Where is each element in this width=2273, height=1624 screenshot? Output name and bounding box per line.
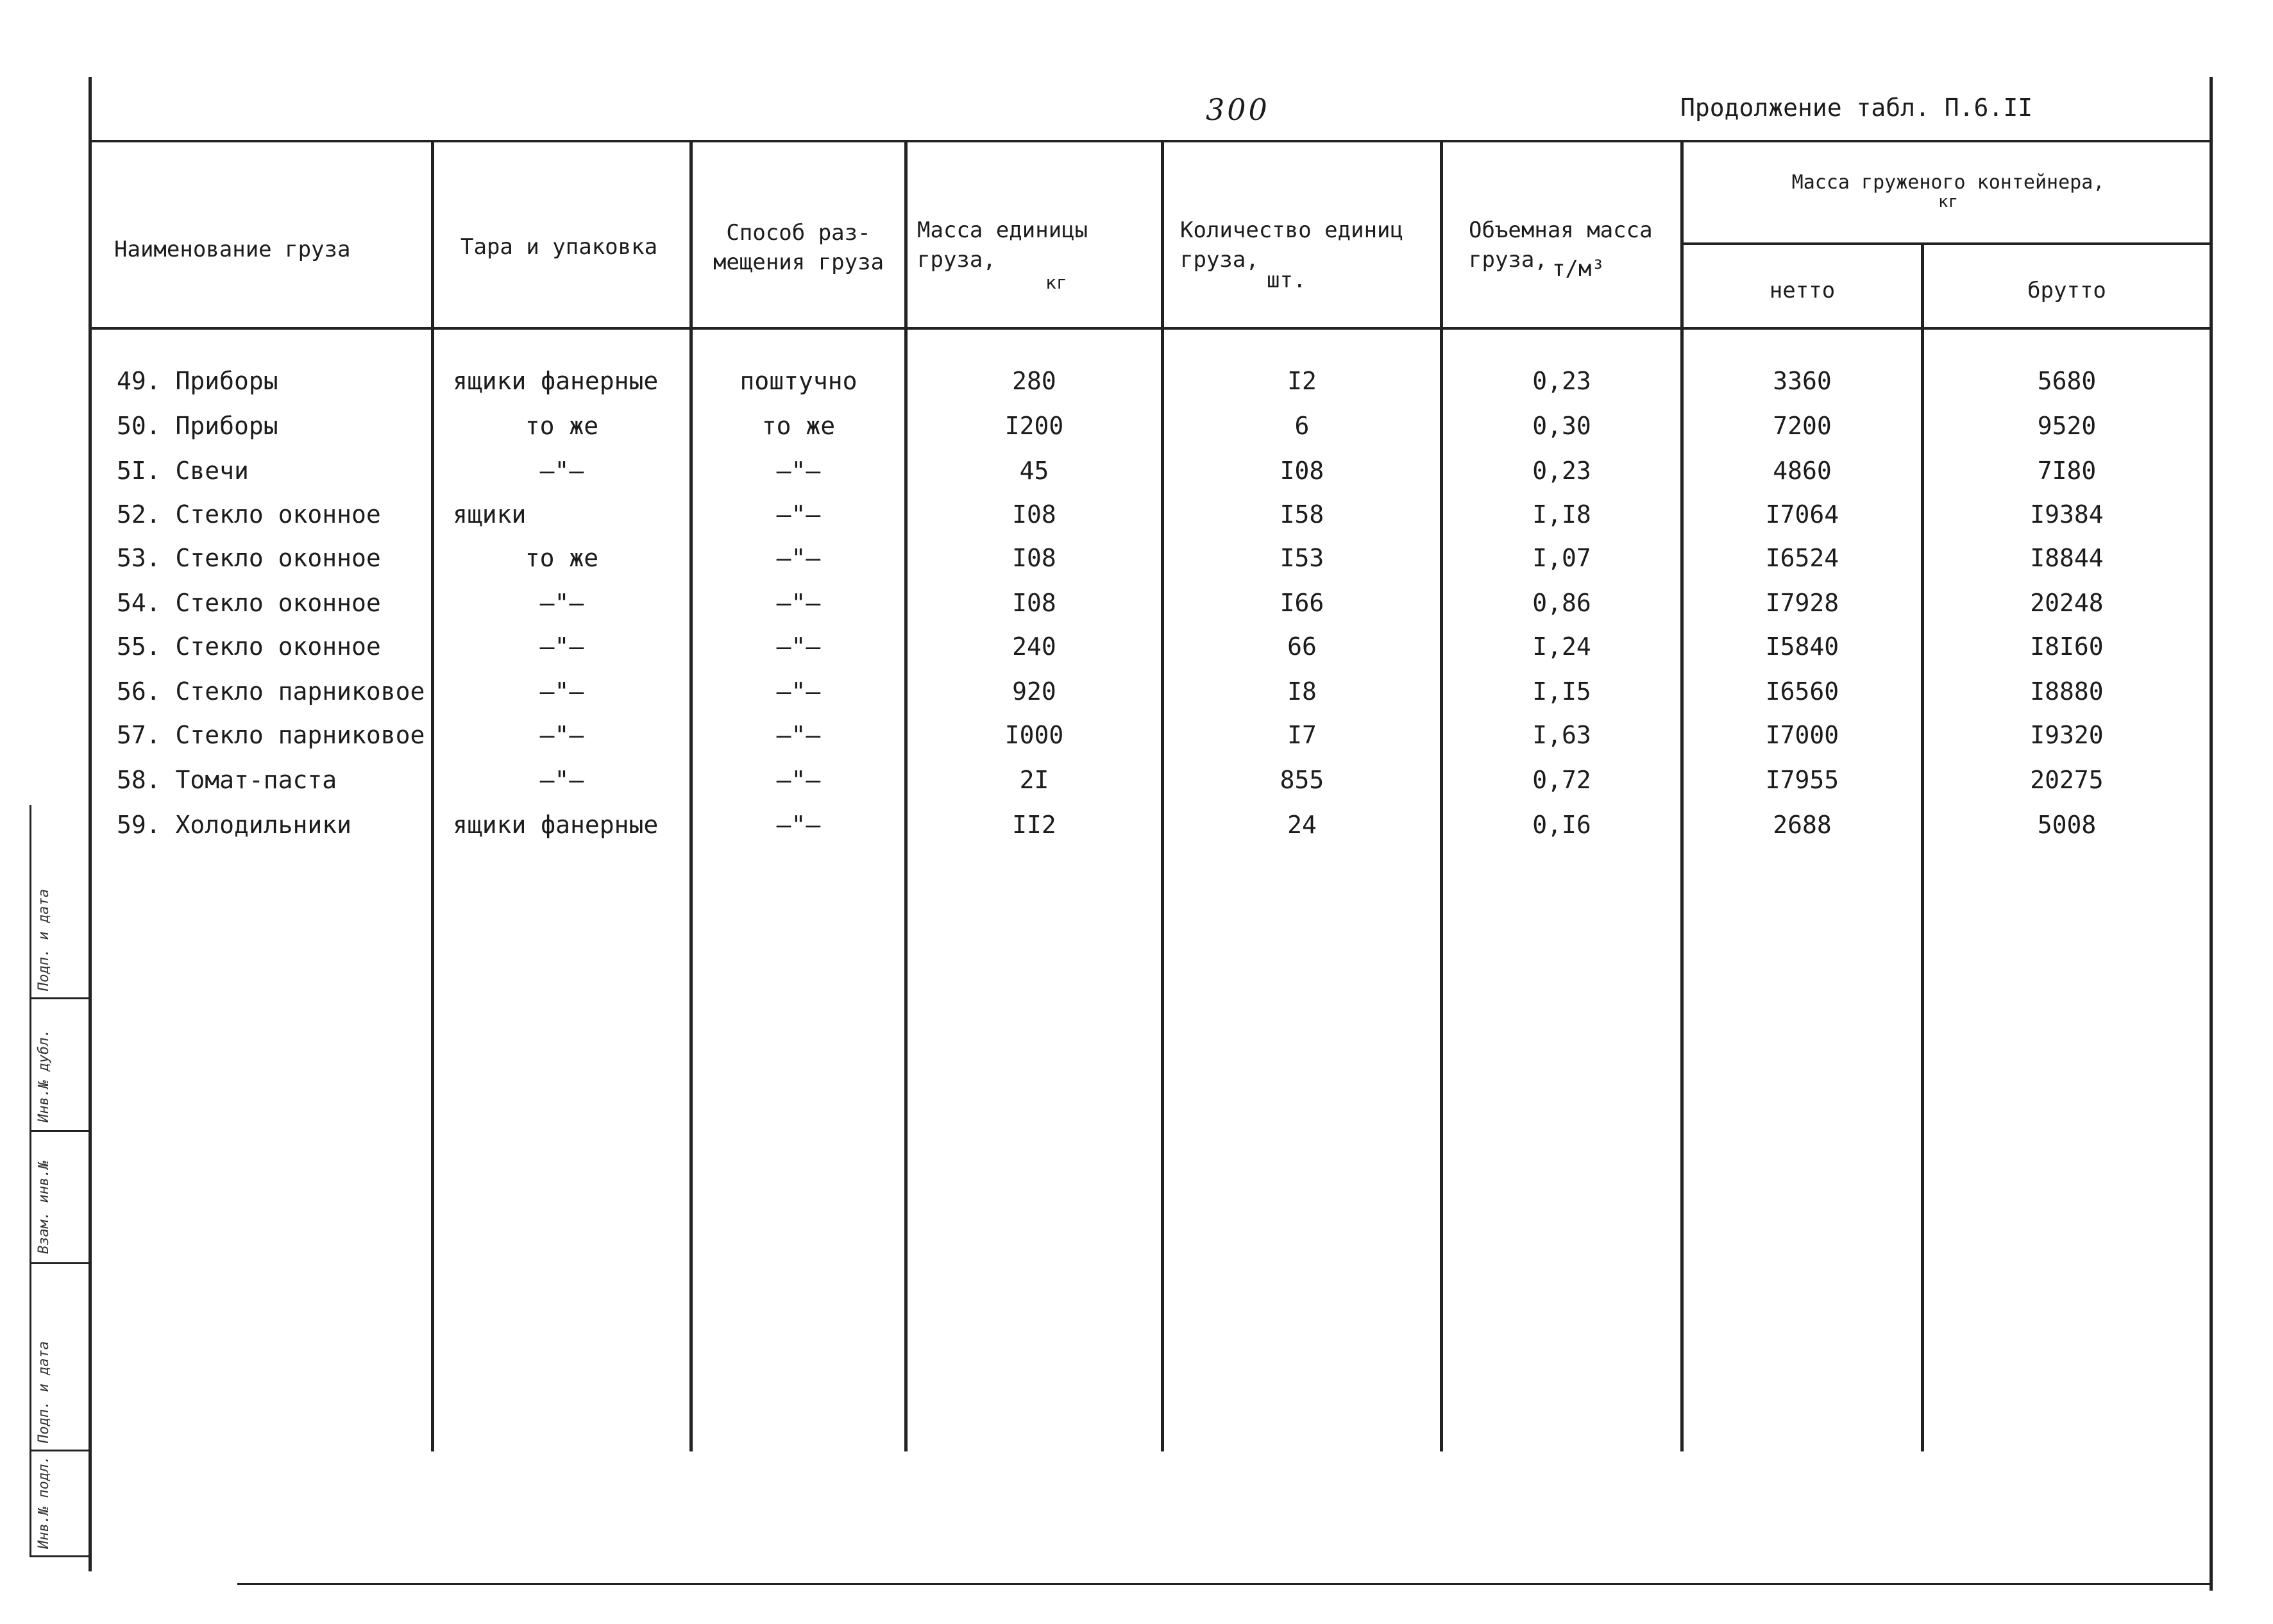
cell-net: 4860 bbox=[1773, 457, 1832, 485]
cell-unit-mass: 240 bbox=[1012, 632, 1056, 661]
cell-net: 2688 bbox=[1773, 811, 1832, 839]
cell-placement: –"– bbox=[776, 766, 821, 794]
cell-unit-mass: II2 bbox=[1012, 811, 1056, 839]
cell-net: 7200 bbox=[1773, 412, 1832, 440]
cell-packaging: ящики bbox=[453, 500, 527, 529]
cell-placement: –"– bbox=[776, 589, 821, 617]
cell-placement: поштучно bbox=[739, 367, 858, 395]
cell-name: 53. Стекло оконное bbox=[117, 544, 381, 572]
cell-packaging: –"– bbox=[539, 677, 584, 706]
cell-net: I7955 bbox=[1765, 766, 1839, 794]
header-density: Объемная масса груза, bbox=[1469, 217, 1653, 273]
continuation-label: Продолжение табл. П.6.II bbox=[1680, 94, 2033, 122]
header-count: Количество единиц груза, bbox=[1180, 217, 1403, 273]
stamp-bottom bbox=[30, 1555, 90, 1557]
cell-unit-mass: I08 bbox=[1012, 589, 1056, 617]
cell-count: I53 bbox=[1280, 544, 1324, 572]
cell-placement: –"– bbox=[776, 544, 821, 572]
cell-gross: I8844 bbox=[2030, 544, 2104, 572]
header-top-line bbox=[89, 140, 2211, 142]
col-line-5 bbox=[1440, 140, 1443, 1451]
stamp-label-2: Подп. и дата bbox=[36, 1341, 52, 1443]
page-number: 300 bbox=[1206, 92, 1270, 127]
cell-placement: то же bbox=[761, 412, 836, 440]
cell-density: 0,I6 bbox=[1532, 811, 1591, 839]
cell-name: 5I. Свечи bbox=[117, 457, 249, 485]
cell-density: I,24 bbox=[1532, 632, 1591, 661]
cell-gross: I9384 bbox=[2030, 500, 2104, 529]
cell-unit-mass: 45 bbox=[1019, 457, 1049, 485]
cell-count: 24 bbox=[1287, 811, 1317, 839]
cell-packaging: –"– bbox=[539, 721, 584, 749]
cell-placement: –"– bbox=[776, 457, 821, 485]
stamp-left-line bbox=[30, 805, 31, 1555]
cell-count: I66 bbox=[1280, 589, 1324, 617]
cell-density: 0,23 bbox=[1532, 367, 1591, 395]
cell-count: 6 bbox=[1294, 412, 1310, 440]
cell-net: I7064 bbox=[1765, 500, 1839, 529]
cell-packaging: –"– bbox=[539, 766, 584, 794]
cell-name: 50. Приборы bbox=[117, 412, 278, 440]
cell-gross: 9520 bbox=[2037, 412, 2097, 440]
cell-name: 52. Стекло оконное bbox=[117, 500, 381, 529]
col-line-4 bbox=[1161, 140, 1164, 1451]
cell-density: I,07 bbox=[1532, 544, 1591, 572]
cell-name: 49. Приборы bbox=[117, 367, 278, 395]
header-packaging: Тара и упаковка bbox=[461, 234, 658, 260]
cell-count: 66 bbox=[1287, 632, 1317, 661]
frame-bottom-line bbox=[237, 1583, 2213, 1585]
header-count-unit: шт. bbox=[1267, 267, 1306, 293]
cell-name: 55. Стекло оконное bbox=[117, 632, 381, 661]
cell-count: I2 bbox=[1287, 367, 1317, 395]
cell-name: 59. Холодильники bbox=[117, 811, 352, 839]
header-net: нетто bbox=[1769, 278, 1836, 303]
frame-left-line bbox=[89, 77, 92, 1571]
stamp-divider-4 bbox=[30, 1450, 90, 1451]
cell-gross: I9320 bbox=[2030, 721, 2104, 749]
cell-count: I7 bbox=[1287, 721, 1317, 749]
cell-packaging: ящики фанерные bbox=[453, 811, 659, 839]
cell-gross: 5680 bbox=[2037, 367, 2097, 395]
cell-density: 0,72 bbox=[1532, 766, 1591, 794]
header-container-mass-unit: кг bbox=[1938, 192, 1959, 212]
header-gross: брутто bbox=[2027, 278, 2106, 303]
cell-gross: I8880 bbox=[2030, 677, 2104, 706]
stamp-divider-2 bbox=[30, 1130, 90, 1132]
col-line-6 bbox=[1680, 140, 1684, 1451]
header-bottom-line bbox=[89, 327, 2211, 330]
header-placement: Способ раз- мещения груза bbox=[713, 220, 884, 275]
stamp-divider-3 bbox=[30, 1262, 90, 1264]
header-container-mass: Масса груженого контейнера, bbox=[1791, 171, 2105, 194]
cell-unit-mass: I08 bbox=[1012, 544, 1056, 572]
cell-packaging: то же bbox=[525, 412, 599, 440]
cell-gross: I8I60 bbox=[2030, 632, 2104, 661]
cell-count: I58 bbox=[1280, 500, 1324, 529]
cell-gross: 7I80 bbox=[2037, 457, 2097, 485]
col-line-2 bbox=[689, 140, 693, 1451]
stamp-label-3: Взам. инв.№ bbox=[36, 1160, 52, 1254]
cell-placement: –"– bbox=[776, 632, 821, 661]
header-density-unit: т/м³ bbox=[1552, 256, 1605, 282]
cell-gross: 20275 bbox=[2030, 766, 2104, 794]
cell-packaging: –"– bbox=[539, 457, 584, 485]
cell-unit-mass: 2I bbox=[1019, 766, 1049, 794]
cell-unit-mass: I000 bbox=[1004, 721, 1064, 749]
cell-placement: –"– bbox=[776, 721, 821, 749]
cell-unit-mass: 920 bbox=[1012, 677, 1056, 706]
stamp-divider-1 bbox=[30, 997, 90, 999]
cell-packaging: –"– bbox=[539, 589, 584, 617]
frame-right-line bbox=[2210, 77, 2213, 1591]
cell-gross: 20248 bbox=[2030, 589, 2104, 617]
cell-net: I6524 bbox=[1765, 544, 1839, 572]
cell-count: 855 bbox=[1280, 766, 1324, 794]
col-line-3 bbox=[904, 140, 908, 1451]
cell-unit-mass: 280 bbox=[1012, 367, 1056, 395]
cell-net: I5840 bbox=[1765, 632, 1839, 661]
cell-placement: –"– bbox=[776, 500, 821, 529]
cell-unit-mass: I08 bbox=[1012, 500, 1056, 529]
cell-placement: –"– bbox=[776, 811, 821, 839]
cell-net: 3360 bbox=[1773, 367, 1832, 395]
cell-placement: –"– bbox=[776, 677, 821, 706]
cell-density: I,I5 bbox=[1532, 677, 1591, 706]
cell-packaging: то же bbox=[525, 544, 599, 572]
cell-name: 58. Томат-паста bbox=[117, 766, 337, 794]
cell-packaging: ящики фанерные bbox=[453, 367, 659, 395]
cell-net: I7928 bbox=[1765, 589, 1839, 617]
stamp-label-4: Инв.№ дубл. bbox=[36, 1029, 52, 1122]
cell-name: 57. Стекло парниковое bbox=[117, 721, 425, 749]
cell-net: I7000 bbox=[1765, 721, 1839, 749]
cell-density: 0,86 bbox=[1532, 589, 1591, 617]
cell-packaging: –"– bbox=[539, 632, 584, 661]
cell-net: I6560 bbox=[1765, 677, 1839, 706]
header-unit-mass: Масса единицы груза, bbox=[917, 217, 1088, 273]
cell-name: 56. Стекло парниковое bbox=[117, 677, 425, 706]
cell-name: 54. Стекло оконное bbox=[117, 589, 381, 617]
col-line-1 bbox=[431, 140, 434, 1451]
cell-density: I,63 bbox=[1532, 721, 1591, 749]
cell-density: I,I8 bbox=[1532, 500, 1591, 529]
cell-density: 0,23 bbox=[1532, 457, 1591, 485]
cell-count: I8 bbox=[1287, 677, 1317, 706]
header-unit-mass-unit: кг bbox=[1045, 272, 1067, 293]
cell-density: 0,30 bbox=[1532, 412, 1591, 440]
cell-gross: 5008 bbox=[2037, 811, 2097, 839]
stamp-label-5: Подп. и дата bbox=[36, 889, 52, 991]
cell-unit-mass: I200 bbox=[1004, 412, 1064, 440]
container-header-divider bbox=[1680, 242, 2211, 245]
stamp-label-1: Инв.№ подл. bbox=[36, 1455, 52, 1549]
header-name: Наименование груза bbox=[114, 237, 351, 262]
cell-count: I08 bbox=[1280, 457, 1324, 485]
